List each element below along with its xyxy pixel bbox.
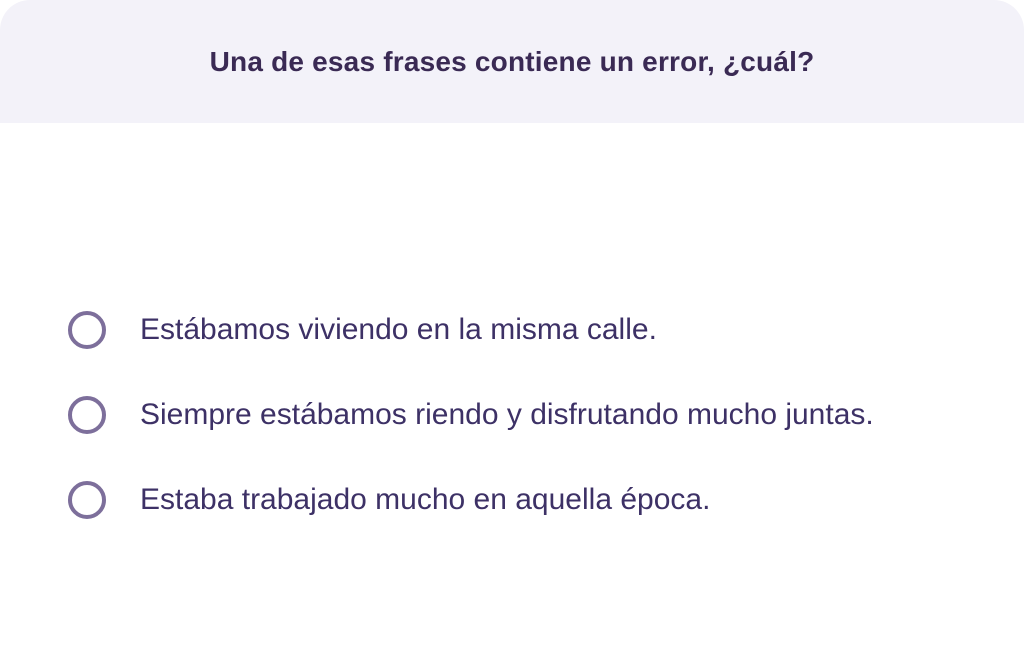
radio-button-icon[interactable] [68,311,106,349]
options-list [68,311,874,519]
answer-option-1[interactable] [68,311,874,349]
answer-option-label: Siempre estábamos riendo y disfrutando mucho juntas. [140,398,874,431]
question-header [0,0,1024,123]
answer-option-label: Estábamos viviendo en la misma calle. [140,313,657,346]
radio-button-icon[interactable] [68,481,106,519]
answer-option-label: Estaba trabajado mucho en aquella época. [140,483,711,516]
question-title: Una de esas frases contiene un error, ¿cuál? [209,45,815,77]
answer-option-2[interactable] [68,396,874,434]
answer-option-3[interactable] [68,481,874,519]
radio-button-icon[interactable] [68,396,106,434]
